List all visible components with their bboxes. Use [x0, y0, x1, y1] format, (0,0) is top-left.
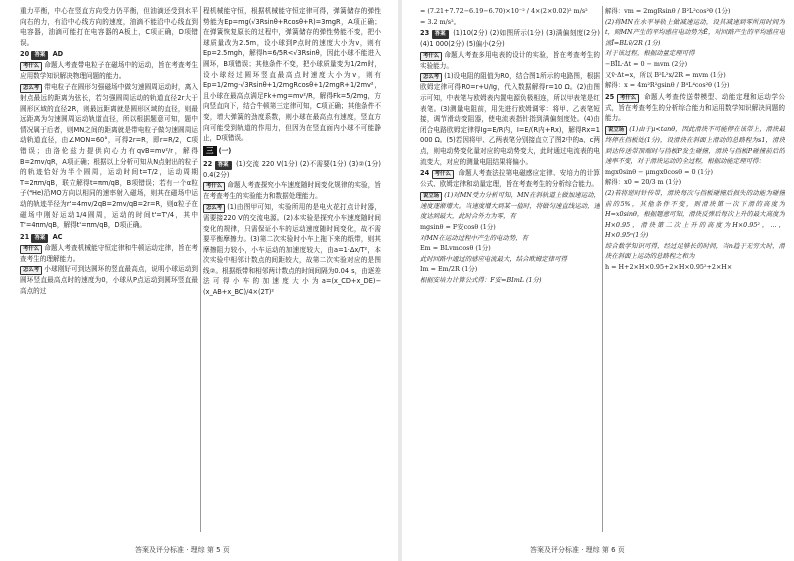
q25-header: [605, 92, 785, 124]
solve-tag: 怎么考: [420, 73, 442, 82]
q22-test-text: 命题人考查探究小车速度随时间变化规律的实验，旨在考查考生的实验能力和数据处理能力。: [203, 181, 381, 201]
column-3: [420, 6, 600, 532]
column-4: [605, 6, 785, 532]
q24-text-4: 根据安培力计算公式得：F安=BImL (1分): [420, 275, 542, 284]
test-tag: 考什么: [420, 52, 442, 61]
q24-formula-2: Em = BLvmcosθ (1分): [420, 244, 491, 253]
column-divider: [602, 6, 603, 532]
q24-solution: [420, 190, 600, 222]
q23-answer-value: (1)10(2分) (2)如图所示(1分) (3)满偏刻度(2分) (4)1 000(2分) (5)偏小(2分): [420, 29, 600, 49]
q25-part2-text: 综合数学知识可得，经过足够长的时间，当n趋于无穷大时，滑块在斜面上运动的总路程之和为: [605, 241, 785, 261]
answer-tag: 答案: [31, 51, 48, 60]
test-tag: 考什么: [20, 245, 42, 254]
q19-continuation: 重力平衡，中心在竖直方向受力仍平衡，但油滴还受到水平向右的力，有沿中心线方向的速度，油滴不能沿中心线直到电容器，油滴可能打在电容器的A板上，C项正确，D项错误。: [20, 7, 198, 47]
q24-relation: 又v̄·Δt=x，所以 B²L²x/2R = mvm (1分): [605, 70, 726, 79]
q25-formula-3: h = H+2×H×0.95+2×H×0.95²+2×H×: [605, 263, 733, 272]
q25-solution: [605, 124, 785, 167]
q23-solution-text: (1)设电阻的阻值为R0，结合图1所示的电路图，根据欧姆定律可得R0=r+U/Ig，代入数据解得r=10 Ω。(2)由图示可知，中表笔与欧姆表内置电源负极相连，所以甲表笔是红表笔。(3)测量电阻前，用先进行欧姆调零：将甲、乙表笔短接，调节滑动变阻器，使电流表指针指到满偏刻度处。(4)由闭合电路欧姆定律得Ig=E/R内，I=E/(R内+Rx)，解得Rx=1 000 Ω。(5)若因将甲、乙两表笔分别接直立了图2中的a、c两点，则电动势变化量对应的电动势变大，此时通过电流表的电流变大，对应的测量电阻结果将偏小。: [420, 72, 600, 166]
solve-tag: 怎么考: [20, 84, 42, 93]
q21-number: 21: [20, 232, 30, 241]
section-label: 三: [203, 146, 217, 156]
q23-number: 23: [420, 29, 430, 38]
q24-text-2: 对MN在运动过程中产生的电动势，有: [420, 233, 528, 242]
q24-test-text: 命题人考查法拉第电磁感应定律、安培力的计算公式、欧姆定律和动量定理，旨在考查考生的分析综合能力。: [420, 169, 600, 189]
footer-page-5: 答案及评分标准 · 理综 第 5 页: [135, 546, 230, 554]
page-gutter: [398, 0, 402, 561]
answer-tag: 答案: [31, 234, 48, 243]
q24-momentum: −BĪL·Δt = 0 − mvm (2分): [605, 59, 688, 68]
q24-result-2: 解得：x = 4m²R²gsinθ / B⁴L⁴cos²θ (1分): [605, 81, 730, 90]
q22-solution: [203, 202, 381, 298]
q22-formula-1: = (7.21+7.72−6.19−6.70)×10⁻² / 4×(2×0.02)² m/s²: [420, 7, 588, 15]
q25-formula-2: 解得：x0 = 20/3 m (1分): [605, 178, 682, 187]
q25-part2: (2)若将逆时针传带，滑块每次与挡板碰撞后损失的动能为碰撞前的5%，其他条件不变，则滑块第一次下滑的高度为H=x0sinθ，根据题意可知，滑块反弹后每次上升的最大高度为H×0.95，滑块第二次上升的高度为H×0.95²，…，H×0.95ⁿ(1分): [605, 188, 785, 240]
q25-test-text: 命题人考查传送带模型、动能定理和运动学公式，旨在考查考生的分析综合能力和运用数学知识解决问题的能力。: [605, 92, 785, 123]
q20-answer: [20, 49, 198, 60]
q21-answer-value: AC: [52, 232, 63, 241]
q24-solution-text: (1)对MN受力分析可知，MN在斜轨道上做加速运动，速度逐渐增大。当速度增大到某一值时，将做匀速直线运动，速度达到最大，此时合外力为零，有: [420, 190, 600, 221]
q21-test-text: 命题人考查机械能守恒定律和牛顿运动定律，旨在考查考生的理解能力。: [20, 243, 198, 263]
footer-page-6: 答案及评分标准 · 理综 第 6 页: [530, 546, 625, 554]
section-header: [203, 144, 381, 158]
q22-number: 22: [203, 159, 213, 168]
q22-test-point: [203, 180, 381, 202]
answer-tag: 答案: [432, 30, 449, 39]
q20-solution: [20, 82, 198, 231]
analysis-tag: 说立场: [420, 192, 442, 201]
q20-solution-text: 带电粒子在圆形匀强磁场中做匀速圆周运动时，离入射点最远的距离为弦长，若匀强圆周运动的轨道直径2r大于圆形区域的直径2R，则最远距离就是圆形区域的直径，则最远距离为匀速圆周运动轨道直径，所以根据题意可知，题中情况属于后者，则MN之间的距离就是带电粒子做匀速圆周运动轨道直径，由∠MON=60°，可得2r=R，即r=R/2，C项错误；由洛伦兹力提供向心力有qvB=mv²/r，解得B=2mv/qR，A项正确；根据以上分析可知从N点射出的粒子的轨迹恰好为半个圆周，运动时间t=T/2，运动周期T=2πm/qB，联立解得t=πm/qB，B项错误；若有一个α粒子(⁴He)沿MO方向以相同的速率射入磁场，则其在磁场中运动的轨迹半径为r'=4mv/2qB=2mv/qB=2r=R，则α粒子在磁场中刚好运动1/4圆周，运动的时间t'=T'/4，其中T'=4πm/qB，解得t'=πm/qB，D项正确。: [20, 82, 198, 230]
q24-formula-1: mgsinθ = F安cosθ (1分): [420, 222, 496, 231]
q22-answer: [203, 159, 381, 181]
q20-answer-value: AD: [52, 50, 64, 59]
q24-formula-3: Im = Em/2R (1分): [420, 265, 478, 274]
q24-number: 24: [420, 169, 430, 178]
q21-continuation: 程机械能守恒，根据机械能守恒定律可得，弹簧储存的弹性势能为Ep=mg(√3Rsinθ+Rcosθ+R)=3mgR，A项正确；在弹簧恢复原长的过程中，弹簧储存的弹性势能不变，把小球质量改为2.5m，设小球到P点时的速度大小为v，则有Ep=2.5mgh，解得h=6/5R<√3Rsinθ，因此小球不能进入圆环，B项错误；其他条件不变，把小球质量变为1/2m时，设小球经过圆环竖直最高点时速度大小为v，则有Ep=1/2mg·√3Rsinθ+1/2mgRcosθ+1/2mgR+1/2mv²，且小球在最高点满足Fk+mg=mv²/R，解得Fk=5/2mg，方向竖直向下，结合牛顿第三定律可知，C项正确；其他条件不变，增大弹簧的劲度系数，则小球在最高点有速度，竖直方向可能受到轨道的作用力，但因为在竖直面内小球不可能静止，D项错误。: [203, 7, 381, 143]
q22-answer-value: (1)交流 220 V(1分) (2)不需要(1分) (3)②(1分) 0.4(2分): [203, 159, 381, 179]
column-divider: [200, 6, 201, 532]
q20-number: 20: [20, 50, 30, 59]
solve-tag: 怎么考: [203, 204, 225, 213]
q20-test-text: 命题人考查带电粒子在磁场中的运动，旨在考查考生应用数学知识解决物理问题的能力。: [20, 61, 198, 81]
answer-tag: 答案: [215, 161, 232, 170]
q24-result-1: 解得：vm = 2mgRsinθ / B²L²cos²θ (1分): [605, 7, 731, 15]
q23-solution: [420, 71, 600, 167]
q23-test-text: 命题人考查多用电表的设计的实验，旨在考查考生的实验能力。: [420, 50, 600, 70]
q20-test-point: [20, 60, 198, 82]
test-tag: 考什么: [203, 182, 225, 191]
test-tag: 考什么: [617, 94, 639, 103]
test-tag: 考什么: [20, 62, 42, 71]
q25-solution-text: (1)由于μ<tanθ，因此滑块不可能停在该带上，滑块最终停在挡板处(1分)，设滑块在斜面上滑动的总路程为s1，滑块到达传送带顶端时与挡板P发生碰撞，滑块与挡板P碰撞前后的速率不变，对于滑块运动的全过程，根据动能定理可得：: [605, 124, 785, 166]
q24-text-3: 此时回路中通过的感应电流最大，结合欧姆定律可得: [420, 254, 567, 263]
analysis-tag: 说立场: [605, 126, 627, 135]
q24-part2-text: 对于该过程，根据动量定理可得: [605, 49, 695, 58]
q25-formula-1: mgx0sinθ − μmgx0cosθ = 0 (1分): [605, 167, 714, 176]
q22-solution-text: (1)由图甲可知，实验所用的是电火花打点计时器，需要接220 V的交流电源。(2)本实验是探究小车速度随时间变化的规律，只需保证小车的运动速度随时间变化，故不需要平衡摩擦力。(3)第二次实验时小车上拖下来的纸带，则其摩擦阻力较小，小车运动的加速度较大，由a=1·Δx/T²，本次实验中相邻计数点的间距较大，故第二次实验对应的是图线②。根据纸带和相邻两计数点的时间间隔为0.04 s，由逐差法可得小车的加速度大小为a=(x_CD+x_DE)−(x_AB+x_BC)/4×(2T)²: [203, 202, 381, 297]
column-1: [20, 6, 198, 532]
q22-formula-2: = 3.2 m/s²。: [420, 17, 461, 26]
q24-header: [420, 168, 600, 190]
q21-answer: [20, 232, 198, 243]
q21-solution: [20, 264, 198, 296]
q23-test-point: [420, 50, 600, 72]
section-sub: (一): [218, 146, 232, 155]
q21-test-point: [20, 243, 198, 265]
solve-tag: 怎么考: [20, 266, 42, 275]
q24-part2: (2)将MN在水平导轨上做减速运动，设其减速到零所用时间为t，则MN产生的平均感应电动势为Ē，对回路产生的平均感应电流Ī=BLv̄/2R (1分): [605, 17, 785, 47]
q25-number: 25: [605, 92, 615, 101]
test-tag: 考什么: [432, 170, 454, 179]
q23-answer: [420, 28, 600, 50]
column-2: [203, 6, 381, 532]
q21-solution-text: 小球刚好可到达圆环的竖直最高点，说明小球运动到圆环竖直最高点时的速度为0，小球从P点运动到圆环竖直最高点的过: [20, 265, 198, 295]
